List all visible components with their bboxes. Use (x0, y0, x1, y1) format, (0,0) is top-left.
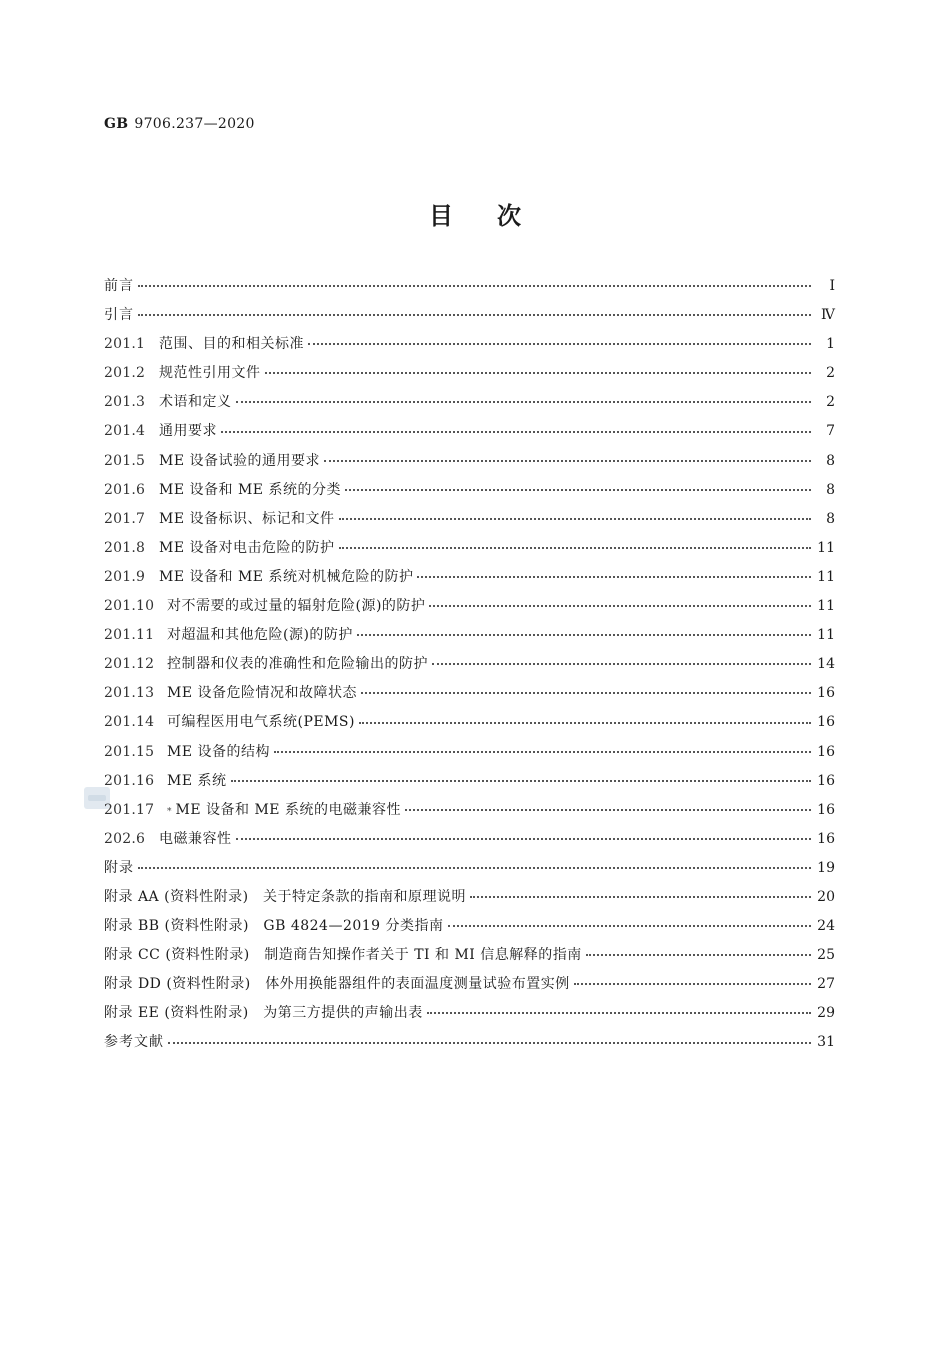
toc-entry[interactable] (104, 854, 835, 883)
toc-entry[interactable] (104, 679, 835, 708)
toc-entry-label: 对不需要的或过量的辐射危险(源)的防护 (167, 598, 426, 615)
toc-leader-dots (339, 547, 811, 549)
toc-entry-label: 通用要求 (159, 423, 217, 440)
toc-entry-label: 附录 AA (资料性附录) 关于特定条款的指南和原理说明 (104, 888, 467, 905)
toc-entry-label: 附录 BB (资料性附录) GB 4824—2019 分类指南 (104, 918, 444, 935)
toc-entry-page: 31 (817, 1034, 835, 1051)
toc-entry-page: 29 (817, 1005, 835, 1022)
toc-entry-label: ME 设备对电击危险的防护 (159, 539, 335, 556)
toc-entry[interactable] (104, 359, 835, 388)
toc-entry-number: 201.1 (104, 336, 146, 353)
toc-entry-number: 201.16 (104, 772, 155, 789)
table-of-contents (104, 272, 835, 1058)
toc-leader-dots (236, 838, 812, 840)
toc-entry-label: 范围、目的和相关标准 (159, 336, 304, 353)
toc-leader-dots (361, 692, 811, 694)
toc-entry-page: 16 (817, 830, 835, 847)
toc-leader-dots (324, 460, 811, 462)
toc-entry-label: ME 设备和 ME 系统的分类 (159, 481, 341, 498)
toc-leader-dots (470, 896, 811, 898)
toc-entry[interactable] (104, 650, 835, 679)
toc-entry-page: 27 (817, 976, 835, 993)
toc-entry[interactable] (104, 621, 835, 650)
toc-entry[interactable] (104, 563, 835, 592)
toc-entry-page: 11 (817, 539, 835, 556)
toc-leader-dots (357, 634, 811, 636)
toc-entry-page: Ⅰ (829, 278, 835, 294)
toc-leader-dots (236, 401, 812, 403)
toc-entry-number: 201.5 (104, 452, 146, 469)
toc-entry-page: 8 (826, 481, 835, 498)
toc-entry-label: 前言 (104, 278, 134, 294)
toc-leader-dots (448, 925, 811, 927)
toc-entry-page: 1 (826, 336, 835, 353)
toc-entry[interactable] (104, 505, 835, 534)
toc-entry-label: 控制器和仪表的准确性和危险输出的防护 (167, 656, 428, 673)
toc-entry-label: ME 设备标识、标记和文件 (159, 510, 335, 527)
toc-entry[interactable] (104, 999, 835, 1028)
toc-leader-dots (429, 605, 811, 607)
toc-entry-label: 可编程医用电气系统(PEMS) (167, 714, 355, 731)
toc-entry[interactable] (104, 417, 835, 446)
toc-entry-page: 7 (826, 423, 835, 440)
toc-entry-page: 24 (817, 918, 835, 935)
toc-leader-dots (138, 867, 811, 869)
toc-entry-label: 对超温和其他危险(源)的防护 (167, 627, 353, 644)
toc-entry-label: 规范性引用文件 (159, 365, 261, 382)
toc-entry-page: 16 (817, 743, 835, 760)
toc-entry-label: 附录 CC (资料性附录) 制造商告知操作者关于 TI 和 MI 信息解释的指南 (104, 947, 582, 964)
standard-number (104, 116, 255, 132)
toc-leader-dots (359, 722, 811, 724)
toc-entry-label: 引言 (104, 307, 134, 324)
toc-entry[interactable] (104, 970, 835, 999)
toc-entry[interactable] (104, 767, 835, 796)
toc-entry-label: 参考文献 (104, 1034, 164, 1051)
toc-entry[interactable] (104, 708, 835, 737)
toc-leader-dots (345, 489, 811, 491)
toc-leader-dots (138, 314, 811, 316)
toc-entry-page: 2 (826, 394, 835, 411)
toc-leader-dots (274, 751, 811, 753)
toc-entry-number: 201.15 (104, 743, 155, 760)
toc-entry-page: 16 (817, 685, 835, 702)
toc-entry-label: 电磁兼容性 (159, 830, 232, 847)
toc-entry-label: ME 设备和 ME 系统的电磁兼容性 (175, 801, 401, 818)
toc-entry-number: 202.6 (104, 830, 146, 847)
toc-entry-page: 16 (817, 772, 835, 789)
toc-entry-number: 201.6 (104, 481, 146, 498)
toc-entry[interactable] (104, 272, 835, 301)
toc-leader-dots (417, 576, 811, 578)
toc-leader-dots (574, 983, 811, 985)
toc-entry-page: 16 (817, 801, 835, 818)
toc-leader-dots (432, 663, 811, 665)
toc-entry-number: 201.14 (104, 714, 155, 731)
toc-entry-number: 201.9 (104, 568, 146, 585)
page-title: 目次 (429, 201, 565, 230)
toc-entry[interactable] (104, 592, 835, 621)
toc-entry[interactable] (104, 883, 835, 912)
toc-entry-label: ME 设备试验的通用要求 (159, 452, 321, 469)
toc-entry-label: ME 设备和 ME 系统对机械危险的防护 (159, 568, 414, 585)
toc-entry-page: 8 (826, 510, 835, 527)
toc-entry-label: ME 系统 (167, 772, 227, 789)
toc-entry-page: 14 (817, 656, 835, 673)
toc-entry-label: 附录 DD (资料性附录) 体外用换能器组件的表面温度测量试验布置实例 (104, 976, 570, 993)
toc-entry[interactable] (104, 912, 835, 941)
toc-leader-dots (339, 518, 811, 520)
toc-entry-page: 8 (826, 452, 835, 469)
toc-leader-dots (221, 431, 811, 433)
toc-entry-label: ME 设备的结构 (167, 743, 271, 760)
toc-entry-page: 11 (817, 568, 835, 585)
toc-leader-dots (405, 809, 811, 811)
toc-entry-number: 201.2 (104, 365, 146, 382)
toc-entry-number: 201.10 (104, 598, 155, 615)
toc-entry[interactable] (104, 301, 835, 330)
toc-entry-page: 11 (817, 627, 835, 644)
toc-entry-page: 25 (817, 947, 835, 964)
toc-entry[interactable] (104, 1028, 835, 1057)
toc-entry-page: 20 (817, 888, 835, 905)
toc-leader-dots (265, 372, 812, 374)
toc-entry-label: 附录 EE (资料性附录) 为第三方提供的声输出表 (104, 1005, 423, 1022)
toc-entry-number: 201.4 (104, 423, 146, 440)
toc-entry[interactable] (104, 796, 835, 825)
toc-entry-page: 19 (817, 859, 835, 876)
standard-code: 9706.237—2020 (134, 116, 255, 132)
toc-entry[interactable] (104, 534, 835, 563)
toc-leader-dots (138, 285, 811, 287)
toc-entry[interactable] (104, 738, 835, 767)
toc-entry-label: 附录 (104, 859, 134, 876)
toc-entry-number: 201.11 (104, 627, 155, 644)
toc-entry-number: 201.12 (104, 656, 155, 673)
toc-leader-dots (308, 343, 811, 345)
toc-entry[interactable] (104, 447, 835, 476)
toc-entry-label: 术语和定义 (159, 394, 232, 411)
toc-entry-number: 201.7 (104, 510, 146, 527)
standard-prefix: GB (104, 116, 129, 132)
toc-entry-number: 201.3 (104, 394, 146, 411)
toc-entry-number: 201.13 (104, 685, 155, 702)
toc-entry-number: 201.17 (104, 801, 155, 818)
toc-entry[interactable] (104, 825, 835, 854)
toc-entry-number: 201.8 (104, 539, 146, 556)
toc-entry[interactable] (104, 388, 835, 417)
toc-entry-label: ME 设备危险情况和故障状态 (167, 685, 358, 702)
toc-leader-dots (427, 1012, 811, 1014)
toc-leader-dots (168, 1042, 811, 1044)
toc-leader-dots (231, 780, 811, 782)
toc-entry-page: 2 (826, 365, 835, 382)
toc-entry[interactable] (104, 941, 835, 970)
toc-entry[interactable] (104, 476, 835, 505)
toc-entry-page: Ⅳ (821, 307, 835, 324)
toc-leader-dots (586, 954, 811, 956)
toc-entry-page: 11 (817, 598, 835, 615)
toc-entry[interactable] (104, 330, 835, 359)
toc-entry-asterisk: * (167, 806, 172, 817)
toc-entry-page: 16 (817, 714, 835, 731)
